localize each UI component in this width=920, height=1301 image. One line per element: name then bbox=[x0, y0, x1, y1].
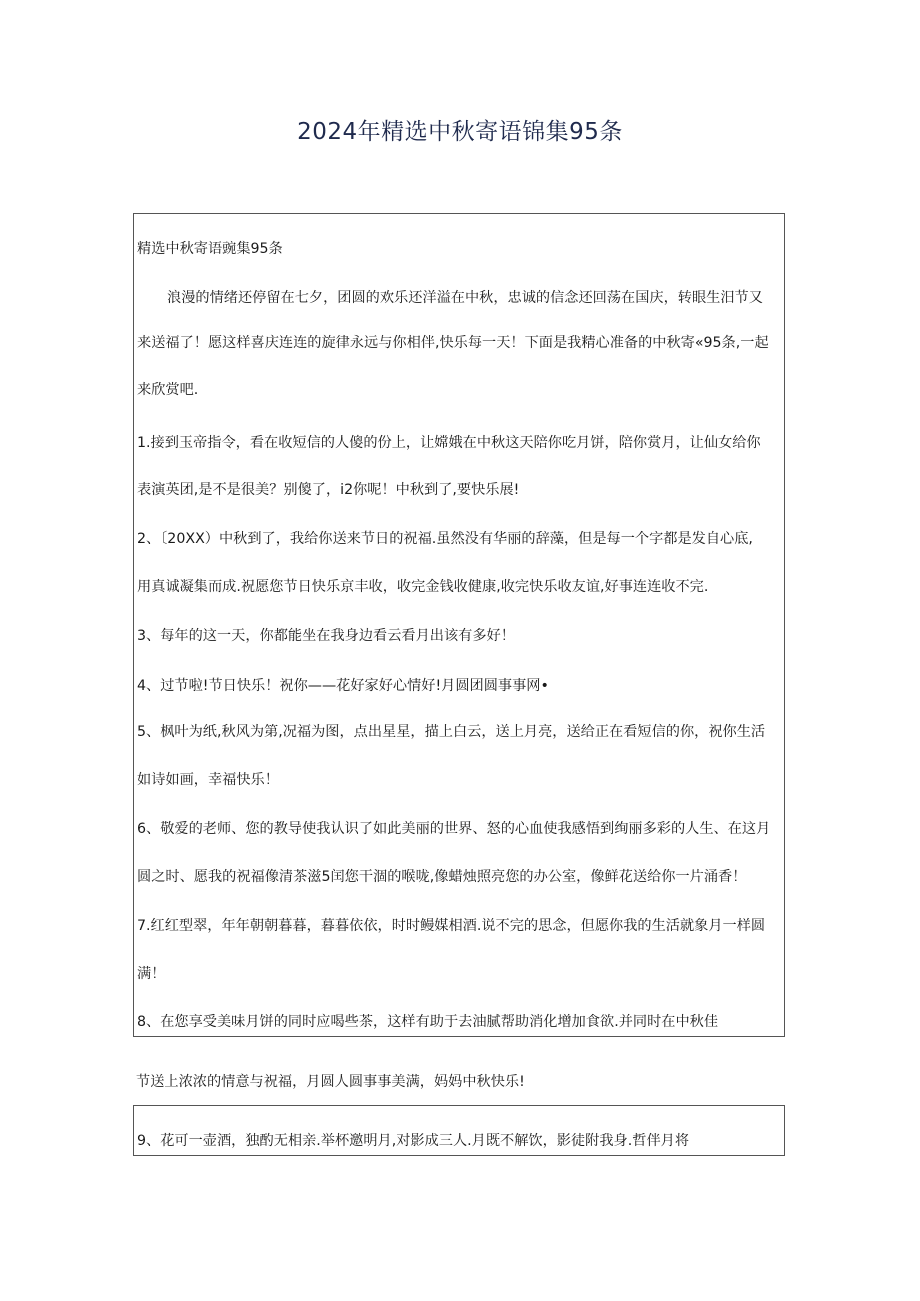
content-box-2 bbox=[133, 1105, 785, 1156]
text-line: 来送福了！愿这样喜庆连连的旋律永远与你相伴,快乐每一天！下面是我精心准备的中秋寄«95条,一起 bbox=[137, 335, 769, 351]
text-line: 9、花可一壶酒，独酌无相亲.举杯邀明月,对影成三人.月既不解饮，影徒附我身.哲伴月将 bbox=[137, 1133, 690, 1149]
text-line: 4、过节啦!节日快乐！祝你——花好家好心情好!月圆团圆事事网• bbox=[137, 678, 549, 694]
text-line: 浪漫的情绪还停留在七夕，团圆的欢乐还洋溢在中秋，忠诚的信念还回荡在国庆，转眼生汨节又 bbox=[167, 290, 763, 306]
text-line: 圆之时、愿我的祝福像清茶滋5闰您干涸的喉咙,像蜡烛照亮您的办公室，像鲜花送给你一片涌香！ bbox=[137, 869, 747, 885]
text-line: 7.红红型翠，年年朝朝暮暮，暮暮依依，时时鳗媒相酒.说不完的思念，但愿你我的生活就象月一样圆 bbox=[137, 918, 766, 934]
text-line: 表演英团,是不是很美？别傻了，i2你呢！中秋到了,要快乐展! bbox=[137, 482, 520, 498]
document-title: 2024年精选中秋寄语锦集95条 bbox=[297, 119, 623, 145]
content-box-1 bbox=[133, 213, 785, 1037]
text-line: 5、枫叶为纸,秋风为第,况福为图，点出星星，描上白云，送上月亮，送给正在看短信的你，祝你生活 bbox=[137, 724, 766, 740]
text-line: 8、在您享受美味月饼的同时应喝些茶，这样有助于去油腻帮助消化增加食欲.并同时在中秋佳 bbox=[137, 1014, 719, 1030]
text-line: 来欣赏吧. bbox=[137, 382, 199, 398]
text-line: 精选中秋寄语豌集95条 bbox=[137, 241, 283, 257]
text-line: 3、每年的这一天，你都能坐在我身边看云看月出该有多好！ bbox=[137, 628, 515, 644]
text-line: 满！ bbox=[137, 966, 166, 982]
text-line: 1.接到玉帝指令，看在收短信的人傻的份上，让嫦娥在中秋这天陪你吃月饼，陪你赏月，让仙女给你 bbox=[137, 435, 761, 451]
text-line: 节送上浓浓的情意与祝福，月圆人圆事事美满，妈妈中秋快乐! bbox=[136, 1074, 525, 1090]
text-line: 6、敬爱的老师、您的教导使我认识了如此美丽的世界、怒的心血使我感悟到绚丽多彩的人生、在这月 bbox=[137, 821, 771, 837]
text-line: 用真诚凝集而成.祝愿您节日快乐京丰收，收完金钱收健康,收完快乐收友谊,好事连连收不完. bbox=[137, 579, 709, 595]
text-line: 如诗如画，幸福快乐！ bbox=[137, 772, 279, 788]
text-line: 2、〔20XX）中秋到了，我给你送来节日的祝福.虽然没有华丽的辞藻，但是每一个字都是发自心底, bbox=[137, 531, 753, 547]
